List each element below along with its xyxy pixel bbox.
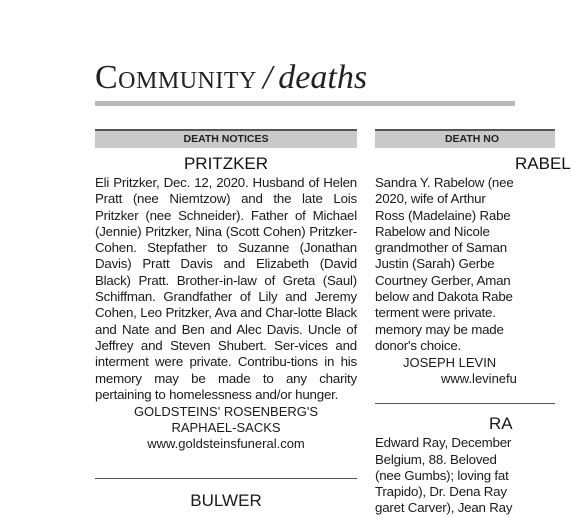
obituary-line: Sandra Y. Rabelow (nee	[375, 175, 514, 190]
section-heading	[95, 58, 367, 98]
funeral-home-line2: RAPHAEL-SACKS	[171, 420, 281, 436]
obituary-column-1	[95, 129, 357, 512]
obituary-line: Courtney Gerber, Aman	[375, 272, 511, 288]
obituary-name: PRITZKER	[183, 154, 269, 173]
section-title: Community	[95, 59, 257, 96]
obituary-line: donor's choice.	[375, 337, 462, 353]
obituary-line: Justin (Sarah) Gerbe	[375, 256, 495, 272]
obituary-column-2	[375, 129, 571, 516]
next-obituary-name: RA	[489, 414, 513, 434]
obituary-text: Eli Pritzker, Dec. 12, 2020. Husband of Helen Pratt (nee Niemtzow) and the late Lois Pritzker (nee Schneider). Father of Michael (Jennie) Pritzker, Nina (Scott Cohen) Pritzker-Cohen. Stepfather to Suzanne (Jonathan Davis) Pratt Davis and Elizabeth (David Black) Pratt. Brother-in-law of Greta (Saul) Schiffman. Grandfather of Lily and Jeremy Cohen, Leo Pritzker, Ava and Char-lotte Black and Nate and Ben and Alec Davis. Uncle of Jeffrey and Steven Shubert. Ser-vices and interment were private. Contribu-tions in his memory may be made to any charity pertaining to homelessness and/or hunger.	[95, 175, 357, 402]
section-subtitle: deaths	[278, 59, 368, 96]
next-obituary-name: BULWER	[190, 491, 262, 511]
funeral-url: www.levinefu	[441, 371, 517, 387]
funeral-home: JOSEPH LEVIN	[403, 355, 497, 371]
obituary-text	[375, 175, 550, 354]
death-notices-band: DEATH NO	[375, 129, 555, 148]
obituary-name: RABEL	[515, 154, 571, 173]
obituary-line: memory may be made	[375, 321, 504, 337]
funeral-credits	[375, 355, 550, 387]
obituary-line: below and Dakota Rabe	[375, 289, 513, 305]
obituary-line: garet Carver), Jean Ray	[375, 500, 513, 516]
obituary-divider	[375, 403, 555, 404]
funeral-home-line1: GOLDSTEINS' ROSENBERG'S	[133, 404, 319, 420]
obituary-line: terment were private.	[375, 305, 496, 321]
obituary-line: Edward Ray, December	[375, 435, 512, 451]
obituary-divider	[95, 478, 357, 479]
obituary-line: 2020, wife of Arthur	[375, 191, 486, 207]
obituary-line: grandmother of Saman	[375, 240, 508, 256]
obituary-line: Belgium, 88. Beloved	[375, 451, 497, 467]
obituary-line: Trapido), Dr. Dena Ray	[375, 484, 507, 500]
section-separator: /	[262, 59, 273, 96]
obituary-line: Rabelow and Nicole	[375, 223, 490, 239]
obituary-line: Ross (Madelaine) Rabe	[375, 207, 511, 223]
next-obituary-text	[375, 435, 550, 516]
heading-rule	[95, 101, 515, 106]
funeral-url: www.goldsteinsfuneral.com	[147, 436, 305, 452]
funeral-credits	[95, 404, 357, 452]
death-notices-band: DEATH NOTICES	[95, 129, 357, 148]
obituary-line: (nee Gumbs); loving fat	[375, 467, 509, 483]
